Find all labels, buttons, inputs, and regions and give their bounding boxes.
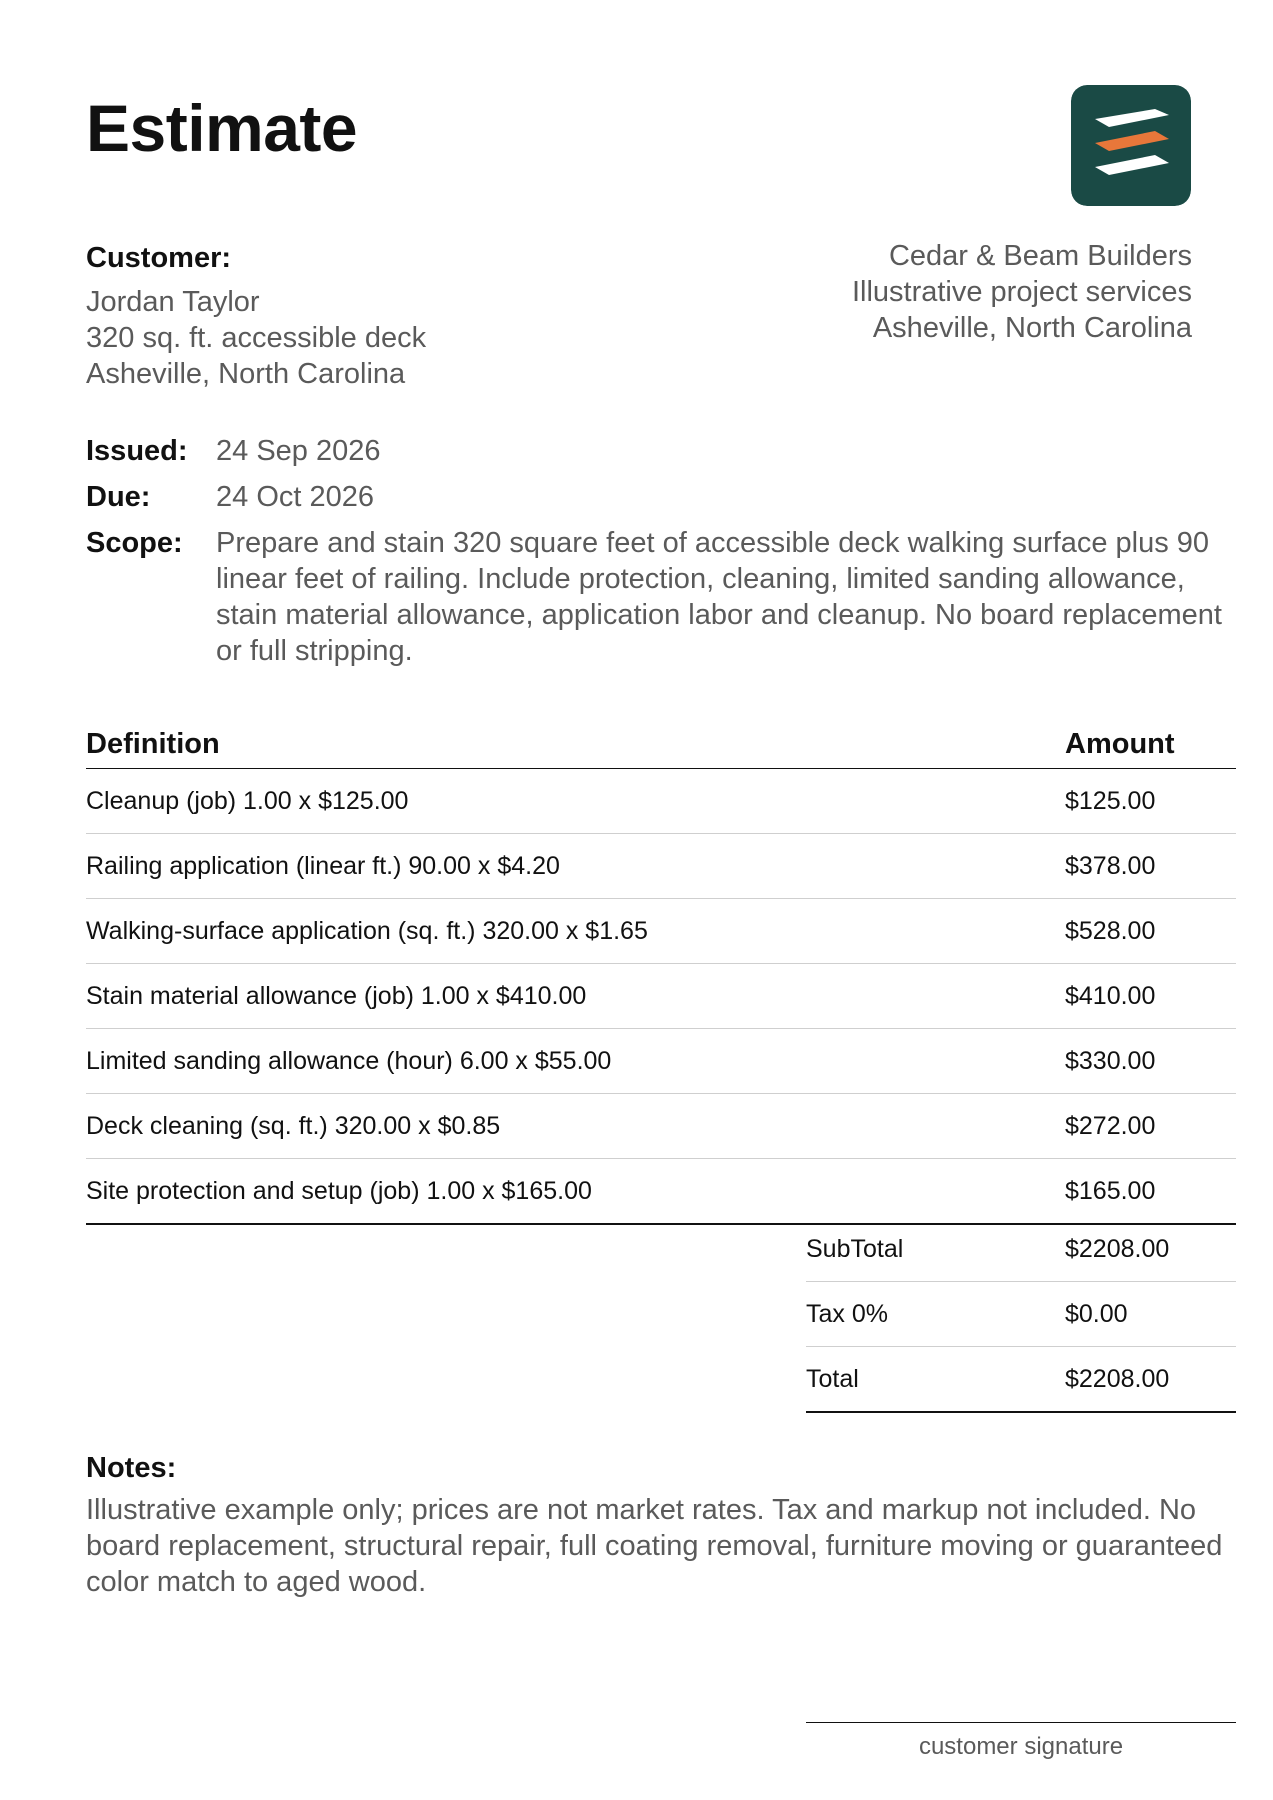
row-amount: $410.00 (1065, 982, 1156, 1010)
row-amount: $165.00 (1065, 1177, 1156, 1205)
signature-line[interactable] (806, 1722, 1236, 1767)
scope-label: Scope: (86, 527, 183, 559)
signature-label: customer signature (918, 1733, 1124, 1760)
customer-location: Asheville, North Carolina (86, 358, 406, 390)
header-definition: Definition (86, 727, 220, 760)
estimate-meta (86, 433, 1236, 679)
subtotal-row (806, 1217, 1236, 1282)
line-items-table (86, 720, 1236, 1225)
table-header (86, 720, 1236, 769)
estimate-page (86, 0, 1236, 1800)
page-title: Estimate (86, 91, 358, 165)
row-definition: Cleanup (job) 1.00 x $125.00 (86, 787, 409, 815)
header-amount: Amount (1065, 727, 1175, 760)
company-block (592, 238, 1192, 346)
table-row (86, 769, 1236, 834)
row-definition: Site protection and setup (job) 1.00 x $165.00 (86, 1177, 592, 1205)
tax-value: $0.00 (1065, 1299, 1128, 1328)
notes-block (86, 1448, 1236, 1600)
company-tagline: Illustrative project services (851, 276, 1192, 308)
row-amount: $378.00 (1065, 852, 1156, 880)
due-row (86, 479, 1236, 515)
row-amount: $125.00 (1065, 787, 1156, 815)
table-row (86, 1159, 1236, 1225)
row-amount: $272.00 (1065, 1112, 1156, 1140)
customer-label: Customer: (86, 242, 232, 274)
subtotal-value: $2208.00 (1065, 1234, 1170, 1263)
table-row (86, 1029, 1236, 1094)
issued-value: 24 Sep 2026 (216, 435, 381, 467)
table-row (86, 834, 1236, 899)
issued-row (86, 433, 1236, 469)
customer-project: 320 sq. ft. accessible deck (86, 322, 427, 354)
row-definition: Railing application (linear ft.) 90.00 x $4.20 (86, 852, 560, 880)
issued-label: Issued: (86, 435, 188, 467)
row-definition: Stain material allowance (job) 1.00 x $410.00 (86, 982, 587, 1010)
due-label: Due: (86, 481, 151, 513)
row-definition: Walking-surface application (sq. ft.) 320.00 x $1.65 (86, 917, 648, 945)
total-label: Total (806, 1364, 859, 1393)
company-logo (1071, 85, 1191, 206)
row-definition: Deck cleaning (sq. ft.) 320.00 x $0.85 (86, 1112, 501, 1140)
notes-label: Notes: (86, 1452, 177, 1484)
total-value: $2208.00 (1065, 1364, 1170, 1393)
subtotal-label: SubTotal (806, 1234, 904, 1263)
scope-row (86, 525, 1236, 669)
totals-table (806, 1217, 1236, 1413)
tax-label: Tax 0% (806, 1299, 888, 1328)
row-definition: Limited sanding allowance (hour) 6.00 x $55.00 (86, 1047, 612, 1075)
company-location: Asheville, North Carolina (872, 312, 1192, 344)
notes-text: Illustrative example only; prices are not market rates. Tax and markup not included. No board replacement, structural repair, full coating removal, furniture moving or guaranteed color match to aged wood. (86, 1494, 1223, 1598)
table-row (86, 964, 1236, 1029)
stacked-planks-logo-icon (1071, 85, 1191, 206)
tax-row (806, 1282, 1236, 1347)
row-amount: $528.00 (1065, 917, 1156, 945)
total-row (806, 1347, 1236, 1413)
table-row (86, 899, 1236, 964)
company-name: Cedar & Beam Builders (888, 240, 1192, 272)
scope-value: Prepare and stain 320 square feet of accessible deck walking surface plus 90 linear feet of railing. Include protection, cleaning, limited sanding allowance, stain material allowance, application labor and cleanup. No board replacement or full stripping. (216, 527, 1222, 667)
customer-name: Jordan Taylor (86, 286, 260, 318)
table-row (86, 1094, 1236, 1159)
due-value: 24 Oct 2026 (216, 481, 374, 513)
row-amount: $330.00 (1065, 1047, 1156, 1075)
